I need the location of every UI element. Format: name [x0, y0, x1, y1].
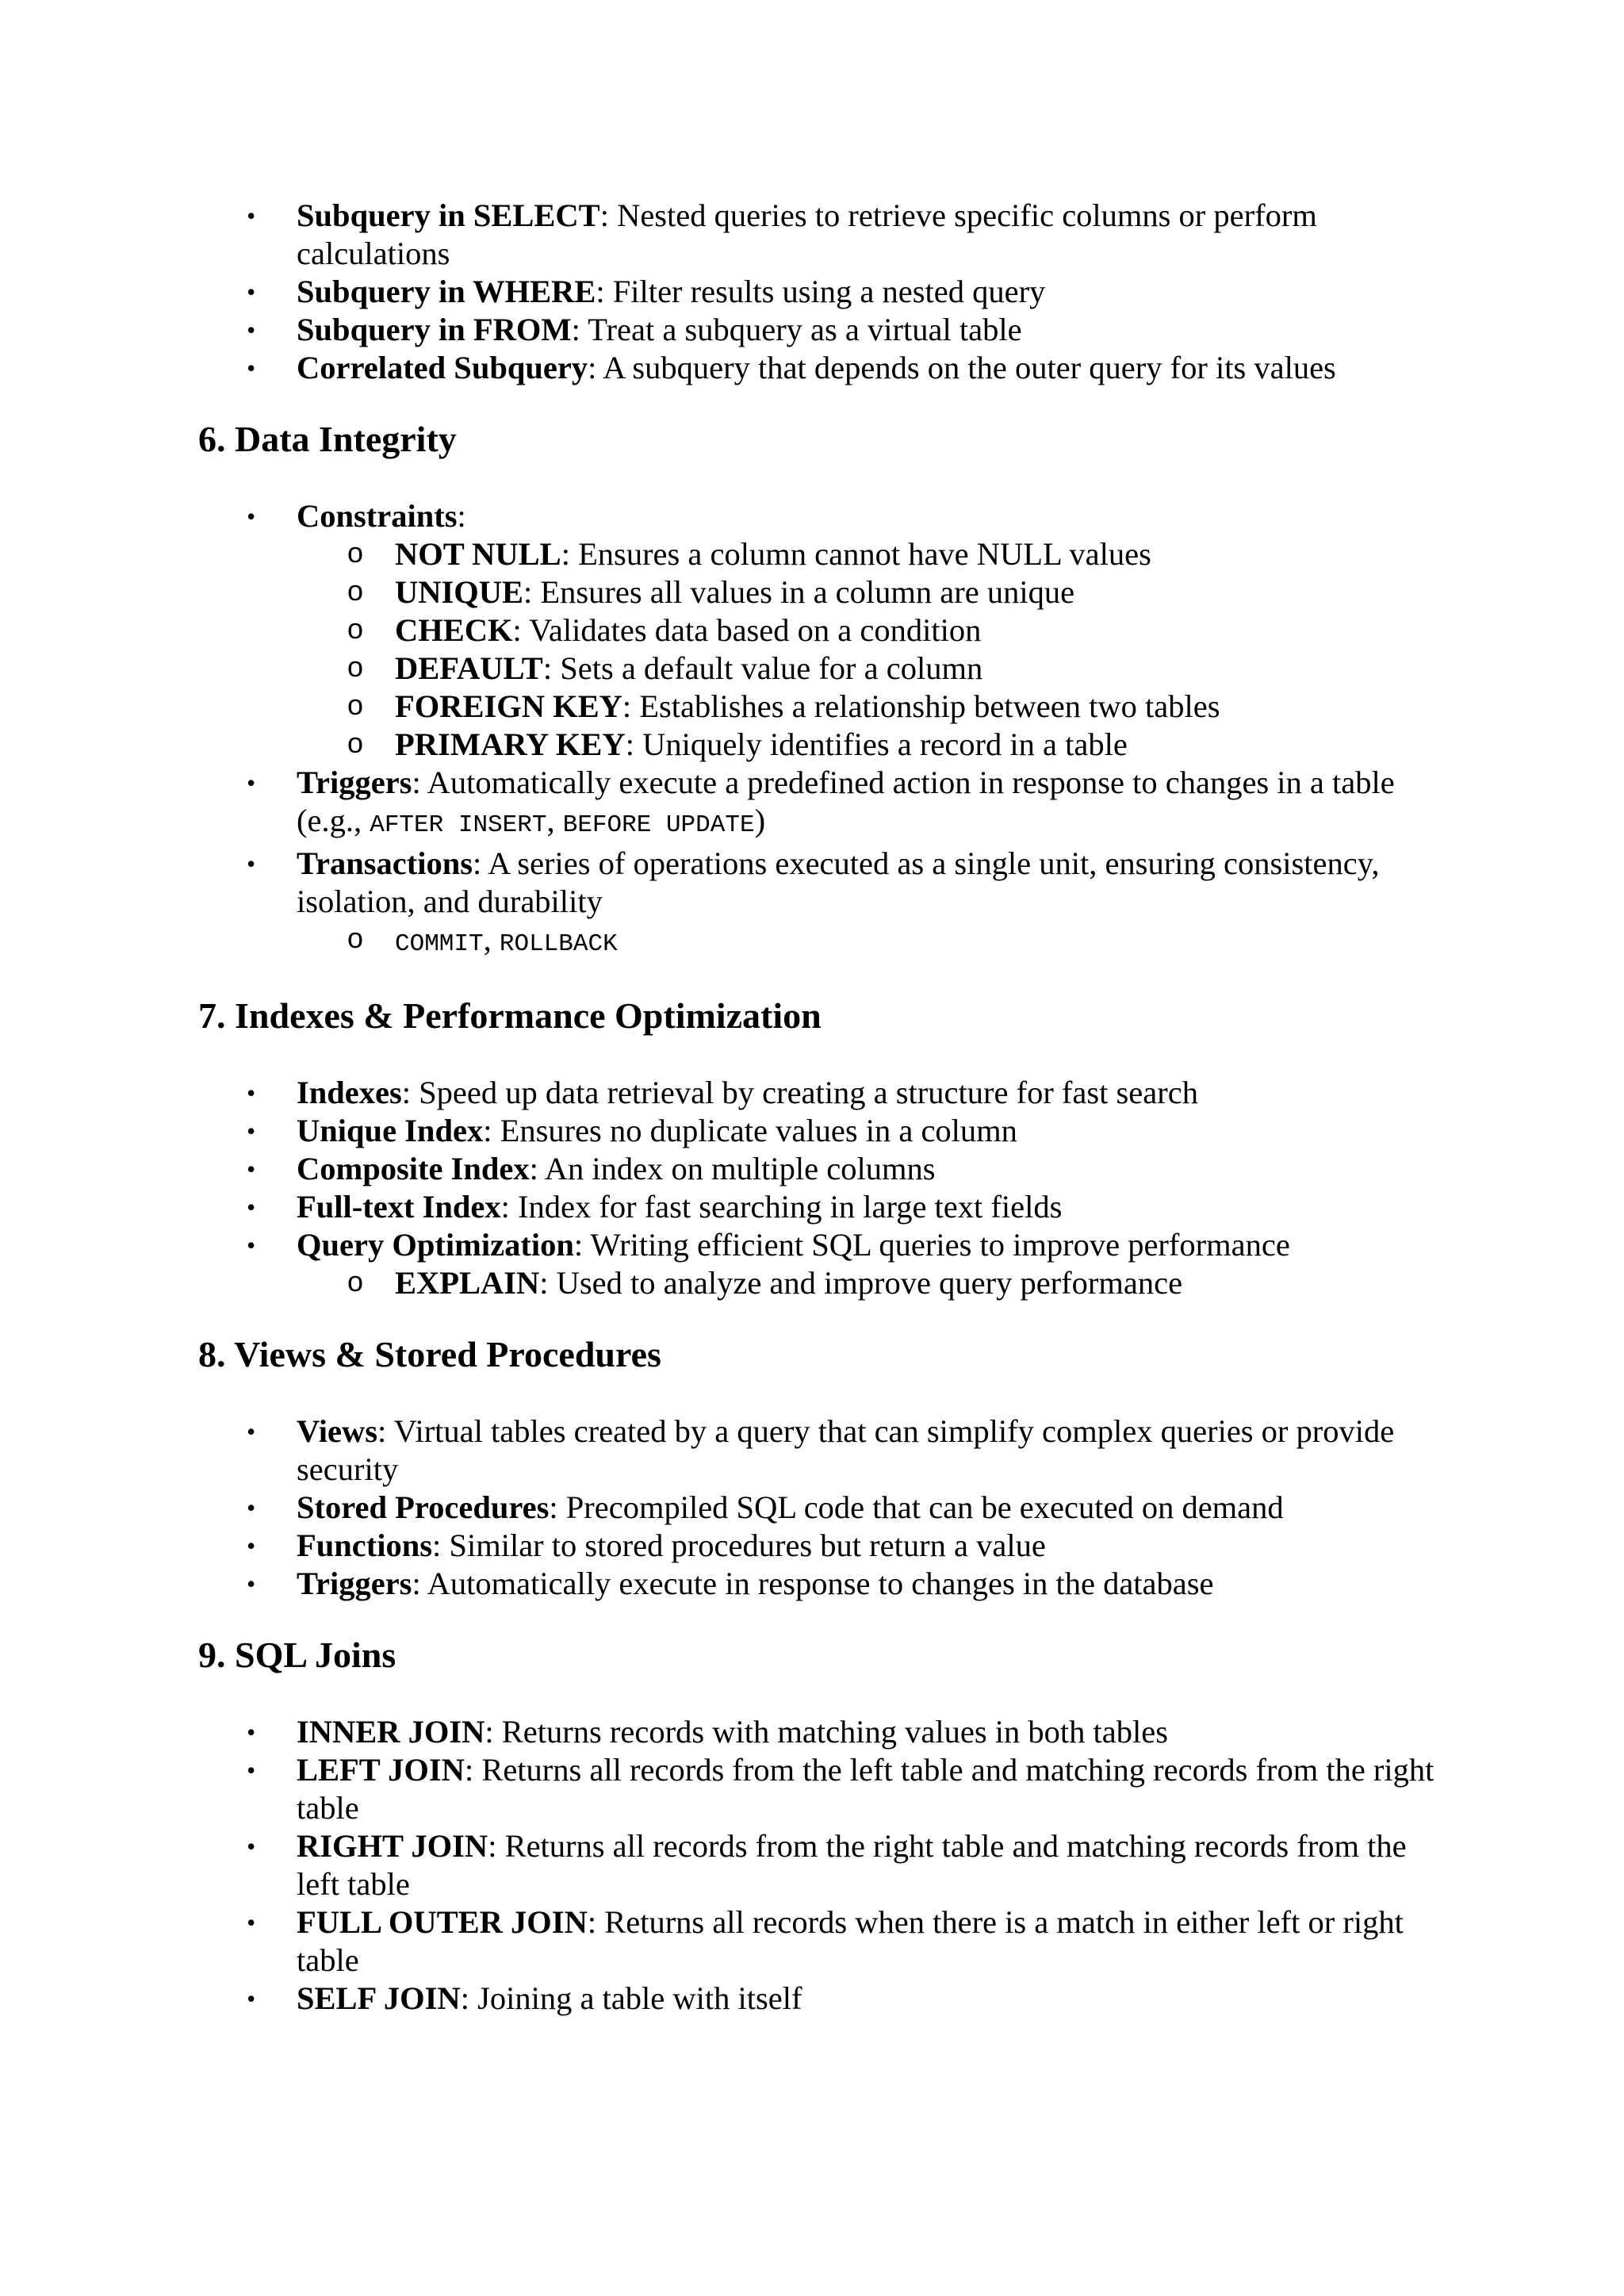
- item-term: Stored Procedures: [297, 1489, 550, 1525]
- list-item: [198, 1903, 1451, 1980]
- item-desc: : Validates data based on a condition: [512, 612, 982, 648]
- list-item: [198, 273, 1451, 311]
- list-item-constraints: [198, 497, 1451, 764]
- item-term: Functions: [297, 1527, 433, 1563]
- sublist-item: [297, 688, 1451, 726]
- item-term: Subquery in FROM: [297, 312, 572, 347]
- item-desc: : Ensures all values in a column are unique: [523, 574, 1075, 610]
- item-desc: : Returns all records from the left table and matching records from the right table: [297, 1752, 1434, 1826]
- list-item: [198, 1527, 1451, 1565]
- item-term: Subquery in SELECT: [297, 197, 600, 233]
- transactions-sublist: [297, 921, 1451, 964]
- item-desc: : Returns all records from the right table and matching records from the left table: [297, 1828, 1407, 1902]
- item-desc: : A subquery that depends on the outer query for its values: [588, 350, 1336, 385]
- item-term: NOT NULL: [395, 536, 561, 572]
- item-term: Unique Index: [297, 1113, 484, 1148]
- data-integrity-list: [198, 497, 1451, 964]
- list-item: [198, 1713, 1451, 1751]
- item-term: Composite Index: [297, 1151, 530, 1186]
- item-desc: : Precompiled SQL code that can be executed on demand: [549, 1489, 1284, 1525]
- list-item-transactions: [198, 845, 1451, 964]
- item-term: Full-text Index: [297, 1189, 501, 1225]
- item-term: EXPLAIN: [395, 1265, 540, 1301]
- item-desc: : Index for fast searching in large text fields: [500, 1189, 1063, 1225]
- sublist-item: [297, 611, 1451, 650]
- list-item-triggers: [198, 764, 1451, 845]
- code-after-insert: AFTER INSERT: [370, 811, 547, 839]
- item-term: Subquery in WHERE: [297, 274, 596, 309]
- list-item: [198, 1112, 1451, 1150]
- item-term: Views: [297, 1413, 377, 1449]
- list-item: [198, 197, 1451, 273]
- subquery-list: [198, 197, 1451, 387]
- item-term: Transactions: [297, 845, 473, 881]
- item-desc: : Speed up data retrieval by creating a structure for fast search: [401, 1075, 1198, 1110]
- item-desc: : Automatically execute in response to changes in the database: [412, 1566, 1214, 1601]
- item-term: FULL OUTER JOIN: [297, 1904, 588, 1940]
- item-term: PRIMARY KEY: [395, 726, 626, 762]
- item-desc: : Used to analyze and improve query performance: [539, 1265, 1183, 1301]
- item-desc: : Ensures no duplicate values in a column: [483, 1113, 1017, 1148]
- list-item: [198, 311, 1451, 349]
- sublist-item: [297, 650, 1451, 688]
- item-desc: : Sets a default value for a column: [542, 650, 983, 686]
- section-heading-views: 8. Views & Stored Procedures: [198, 1334, 661, 1374]
- code-before-update: BEFORE UPDATE: [562, 811, 755, 839]
- separator: ,: [483, 922, 500, 957]
- indexes-list: [198, 1074, 1451, 1302]
- item-term: Query Optimization: [297, 1227, 574, 1263]
- item-desc: : Automatically execute a predefined action in response to changes in a table (e.g.,: [297, 765, 1395, 838]
- list-item: [198, 1188, 1451, 1226]
- closing-paren: ): [754, 803, 766, 838]
- list-item: [198, 1412, 1451, 1489]
- item-desc: : Writing efficient SQL queries to improve performance: [573, 1227, 1290, 1263]
- item-desc: :: [457, 498, 466, 534]
- item-term: Indexes: [297, 1075, 402, 1110]
- document-page: [198, 197, 1451, 2018]
- section-heading-indexes: 7. Indexes & Performance Optimization: [198, 995, 822, 1036]
- item-desc: : Establishes a relationship between two tables: [622, 688, 1220, 724]
- optimization-sublist: [297, 1264, 1451, 1302]
- sublist-item: [297, 535, 1451, 573]
- item-term: FOREIGN KEY: [395, 688, 622, 724]
- item-term: Correlated Subquery: [297, 350, 588, 385]
- item-term: UNIQUE: [395, 574, 524, 610]
- views-list: [198, 1412, 1451, 1603]
- list-item: [198, 1751, 1451, 1827]
- list-item: [198, 1150, 1451, 1188]
- item-term: SELF JOIN: [297, 1980, 461, 2016]
- item-desc: : An index on multiple columns: [529, 1151, 936, 1186]
- item-term: LEFT JOIN: [297, 1752, 465, 1788]
- list-item: [198, 349, 1451, 387]
- list-item: [198, 1980, 1451, 2018]
- list-item: [198, 1489, 1451, 1527]
- item-desc: : Returns all records when there is a match in either left or right table: [297, 1904, 1404, 1978]
- item-term: CHECK: [395, 612, 513, 648]
- code-commit: COMMIT: [395, 930, 484, 958]
- item-desc: : Nested queries to retrieve specific columns or perform calculations: [297, 197, 1317, 271]
- item-desc: : Joining a table with itself: [460, 1980, 802, 2016]
- item-desc: : Returns records with matching values in both tables: [485, 1714, 1168, 1750]
- item-term: Triggers: [297, 765, 412, 800]
- list-item: [198, 1565, 1451, 1603]
- item-term: Triggers: [297, 1566, 412, 1601]
- item-desc: : Uniquely identifies a record in a table: [625, 726, 1128, 762]
- sublist-item: [297, 726, 1451, 764]
- list-item: [198, 1074, 1451, 1112]
- item-term: Constraints: [297, 498, 458, 534]
- item-term: DEFAULT: [395, 650, 543, 686]
- list-item: [198, 1827, 1451, 1903]
- item-desc: : Virtual tables created by a query that can simplify complex queries or provide security: [297, 1413, 1395, 1487]
- sublist-item: [297, 1264, 1451, 1302]
- constraints-sublist: [297, 535, 1451, 764]
- item-term: RIGHT JOIN: [297, 1828, 488, 1864]
- sublist-item: [297, 573, 1451, 611]
- item-desc: : Ensures a column cannot have NULL values: [561, 536, 1151, 572]
- section-heading-data-integrity: 6. Data Integrity: [198, 419, 457, 459]
- item-desc: : Treat a subquery as a virtual table: [571, 312, 1022, 347]
- joins-list: [198, 1713, 1451, 2018]
- list-item: [198, 1226, 1451, 1302]
- item-term: INNER JOIN: [297, 1714, 485, 1750]
- separator: ,: [546, 803, 563, 838]
- sublist-item: [297, 921, 1451, 964]
- code-rollback: ROLLBACK: [499, 930, 618, 958]
- item-desc: : A series of operations executed as a single unit, ensuring consistency, isolation, and durability: [297, 845, 1380, 919]
- item-desc: : Similar to stored procedures but return a value: [432, 1527, 1046, 1563]
- section-heading-joins: 9. SQL Joins: [198, 1635, 396, 1675]
- item-desc: : Filter results using a nested query: [596, 274, 1046, 309]
